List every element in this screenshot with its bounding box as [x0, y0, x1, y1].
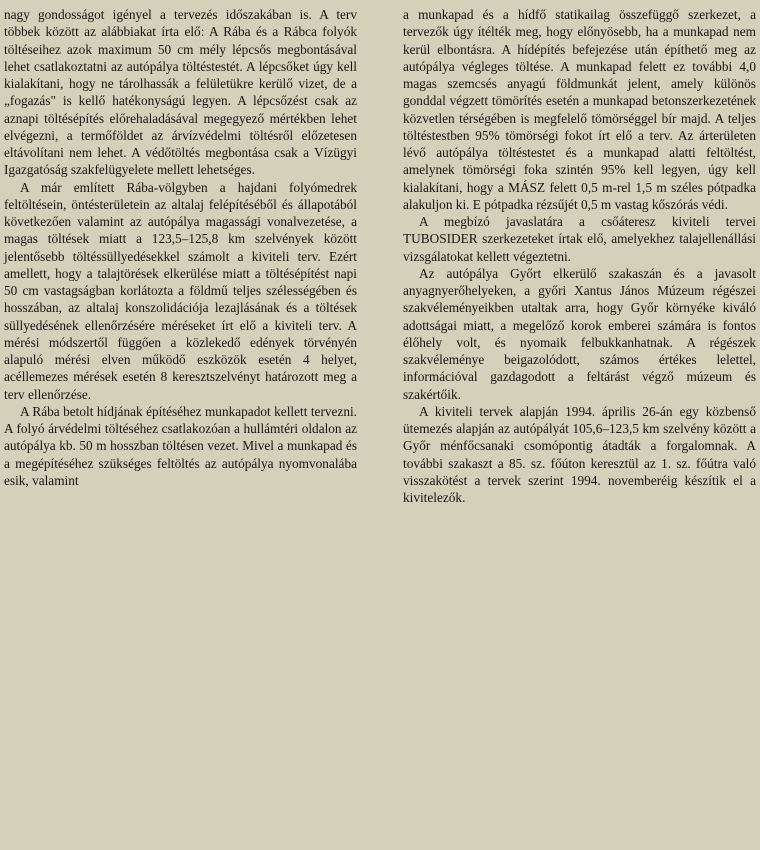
- text-column-right: [403, 6, 756, 506]
- paragraph: Az autópálya Győrt elkerülő szakaszán és a javasolt anyagnyerőhelyeken, a győri Xantus János Múzeum régészei szakvéleményeikben utaltak arra, hogy Győr környéke kiváló adottságai miatt, a megelőző korok emberei számára is fontos élőhely volt, és nyomaik felbukkanhatnak. A régészek szakvéleménye beigazolódott, számos értékes lelettel, információval gazdagodott a feltárást végző múzeum és szakértőik.: [403, 265, 756, 402]
- paragraph: A Rába betolt hídjának építéséhez munkapadot kellett tervezni. A folyó árvédelmi töltéséhez csatlakozóan a hullámtéri oldalon az autópálya kb. 50 m hosszban töltésen vezet. Mivel a munkapad és a megépítéséhez szükséges feltöltés az autópálya nyomvonalába esik, valamint: [4, 403, 357, 488]
- paragraph: A kiviteli tervek alapján 1994. április 26-án egy közbenső ütemezés alapján az autópályát 105,6–123,5 km szelvény között a Győr ménfőcsanaki csomópontig átadták a forgalomnak. A további szakaszt a 85. sz. főúton keresztül az 1. sz. főútra való visszakötést a tervek szerint 1994. novemberéig készítik el a kivitelezők.: [403, 403, 756, 505]
- paragraph: nagy gondosságot igényel a tervezés időszakában is. A terv többek között az alábbiakat írta elő: A Rába és a Rábca folyók töltéseihez azok maximum 50 cm mély lépcsős megbontásával lehet csatlakoztatni az autópálya töltéstestét. A lépcsőket úgy kell kialakítani, hogy ne tárolhassák a felületükre kerülő vizet, de a „fogazás" is kellő hatékonyságú legyen. A lépcsőzést csak az aznapi töltésépítés előrehaladásával megegyező mértékben lehet elvégezni, a termőföldet az árvízvédelmi töltésről előzetesen eltávolítani nem lehet. A védőtöltés megbontása csak a Vízügyi Igazgatóság szakfelügyelete mellett lehetséges.: [4, 7, 357, 178]
- text-column-left: [4, 6, 357, 489]
- paragraph: A már említett Rába-völgyben a hajdani folyómedrek feltöltésein, öntésterületein az altalaj felépítéséből és állapotából következően valamint az autópálya magassági vonalvezetése, a magas töltések miatt a 123,5–125,8 km szelvények között jelentősebb töltéssüllyedésekkel számolt a kiviteli terv. Ezért amellett, hogy a talajtörések elkerülése miatt a töltésépítést napi 50 cm vastagságban korlátozta a földmű teljes szélességében és hosszában, az altalaj konszolidációja lezajlásának és a töltések süllyedésének ellenőrzésére méréseket írt elő a kiviteli terv. A mérési módszertől függően a közlekedő edények törvényén alapuló mérési elven működő eszközök esetén 4 helyet, acéllemezes mérések esetén 8 keresztszelvényt határozott meg a terv ellenőrzése.: [4, 179, 357, 402]
- paragraph: A megbízó javaslatára a csőáteresz kiviteli tervei TUBOSIDER szerkezeteket írtak elő, amelyekhez talajellenállási vizsgálatokat kellett végeztetni.: [403, 214, 756, 264]
- paragraph: a munkapad és a hídfő statikailag összefüggő szerkezet, a tervezők úgy ítélték meg, hogy előnyösebb, ha a munkapad nem kerül elbontásra. A hídépítés befejezése után építhető meg az autópálya végleges töltése. A munkapad felett ez további 4,0 magas szemcsés anyagú földmunkát jelent, amely különös gonddal végzett tömörítés esetén a munkapad betonszerkezetének közvetlen térségében is megfelelő tömörséggel bír majd. A teljes töltéstestben 95% tömörségi fokot írt elő a terv. Az árterületen lévő autópálya töltéstestet és a munkapad alatti feltöltést, amelynek tömörségi foka szintén 95% kell legyen, úgy kell kialakítani, hogy a MÁSZ felett 0,5 m-rel 1,5 m széles pótpadka alakuljon ki. E pótpadka rézsűjét 0,5 m vastag kőszórás védi.: [403, 7, 756, 212]
